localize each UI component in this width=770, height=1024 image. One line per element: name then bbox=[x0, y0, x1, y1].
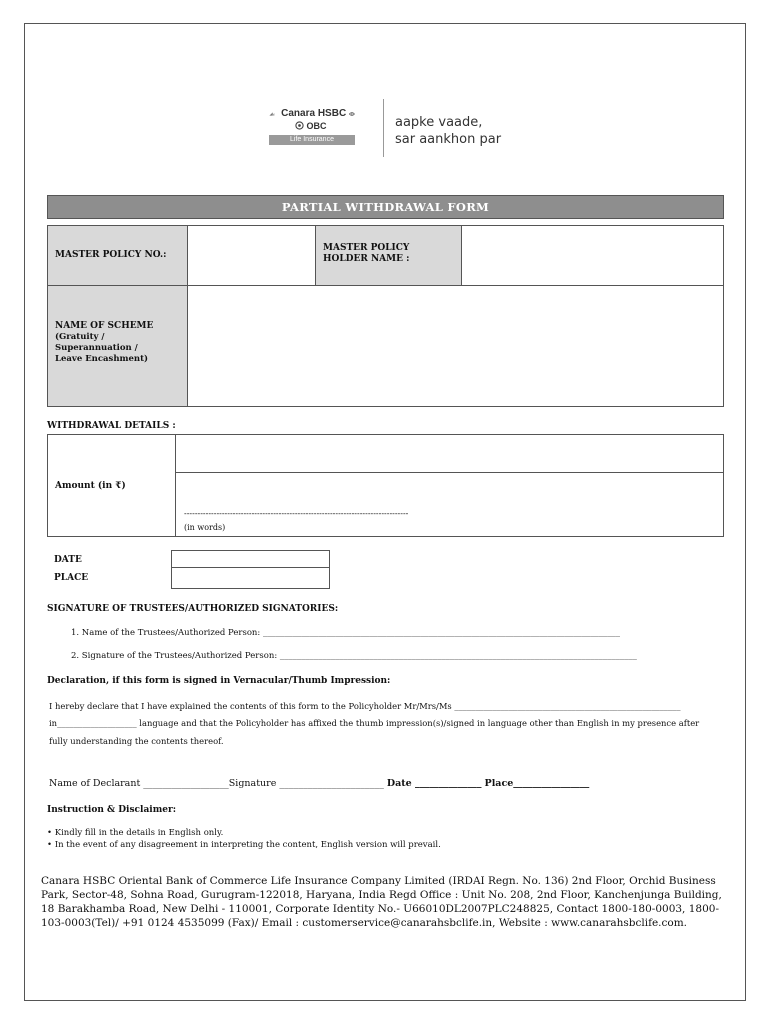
logo-divider bbox=[383, 99, 384, 157]
master-policy-no-field[interactable] bbox=[187, 225, 316, 286]
hsbc-hexagon-icon bbox=[349, 110, 355, 118]
company-footer: Canara HSBC Oriental Bank of Commerce Life Insurance Company Limited (IRDAI Regn. No. 136) 2nd Floor, Orchid Business Park, Sector-48, Sohna Road, Gurugram-122018, Haryana, India Regd Office : Unit No. 208, 2nd Floor, Kanchenjunga Building, 18 Barakhamba Road, New Delhi - 110001, Corporate Identity No.- U66010DL2007PLC248825, Contact 1800-180-0003, 1800-103-0003(Tel)/ +91 0124 4535099 (Fax)/ Email : customerservice@canarahsbclife.in, Website : www.canarahsbclife.com. bbox=[41, 875, 722, 929]
declarant-name-signature-line[interactable]: Name of Declarant __________________Signature ______________________ bbox=[49, 778, 384, 789]
amount-figures-field[interactable] bbox=[175, 434, 724, 473]
amount-label-cell: Amount (in ₹) bbox=[47, 434, 176, 537]
scheme-name-field[interactable] bbox=[187, 285, 724, 407]
logo-tagline: aapke vaade, sar aankhon par bbox=[395, 115, 502, 147]
canara-hsbc-emblem-icon bbox=[269, 109, 278, 119]
scheme-label-cell: NAME OF SCHEME (Gratuity / Superannuation / Leave Encashment) bbox=[47, 285, 188, 407]
signatures-heading: SIGNATURE OF TRUSTEES/AUTHORIZED SIGNATORIES: bbox=[47, 604, 339, 614]
place-field[interactable] bbox=[171, 567, 330, 589]
withdrawal-details-heading: WITHDRAWAL DETAILS : bbox=[47, 421, 176, 431]
trustee-name-line[interactable]: 1. Name of the Trustees/Authorized Person: ____________________________________________________________________________________ bbox=[71, 628, 620, 638]
amount-in-words-field[interactable]: ----------------------------------------------------------------------------------- (in words) bbox=[175, 472, 724, 537]
company-logo bbox=[269, 108, 355, 145]
logo-life-insurance-bar: Life Insurance bbox=[269, 135, 355, 145]
instruction-item-2: • In the event of any disagreement in interpreting the content, English version will prevail. bbox=[47, 840, 441, 850]
declaration-line-3: fully understanding the contents thereof. bbox=[49, 736, 224, 746]
declarant-row bbox=[49, 778, 589, 789]
declaration-line-2[interactable]: in___________________ language and that the Policyholder has affixed the thumb impression(s)/signed in language other than English in my presence after bbox=[49, 718, 700, 728]
logo-brand-text: Canara HSBC bbox=[281, 108, 347, 119]
master-policy-no-label-cell: MASTER POLICY NO.: bbox=[47, 225, 188, 286]
declaration-line-1[interactable]: I hereby declare that I have explained the contents of this form to the Policyholder Mr/Mrs/Ms ______________________________________________________ bbox=[49, 701, 681, 711]
obc-emblem-icon bbox=[295, 121, 304, 130]
date-field[interactable] bbox=[171, 550, 330, 568]
declarant-date-line[interactable]: Date ______________ bbox=[386, 778, 482, 789]
date-label: DATE bbox=[54, 555, 82, 565]
logo-obc-text: OBC bbox=[306, 121, 327, 131]
trustee-signature-line[interactable]: 2. Signature of the Trustees/Authorized Person: ____________________________________________________________________________________ bbox=[71, 651, 637, 661]
instruction-item-1: • Kindly fill in the details in English only. bbox=[47, 828, 224, 838]
master-policy-holder-name-field[interactable] bbox=[461, 225, 724, 286]
form-title: PARTIAL WITHDRAWAL FORM bbox=[47, 195, 724, 219]
declaration-heading: Declaration, if this form is signed in Vernacular/Thumb Impression: bbox=[47, 676, 391, 686]
master-policy-holder-label-cell: MASTER POLICY HOLDER NAME : bbox=[315, 225, 462, 286]
form-page bbox=[24, 23, 746, 1001]
place-label: PLACE bbox=[54, 573, 89, 583]
instructions-heading: Instruction & Disclaimer: bbox=[47, 805, 177, 815]
declarant-place-line[interactable]: Place________________ bbox=[484, 778, 590, 789]
